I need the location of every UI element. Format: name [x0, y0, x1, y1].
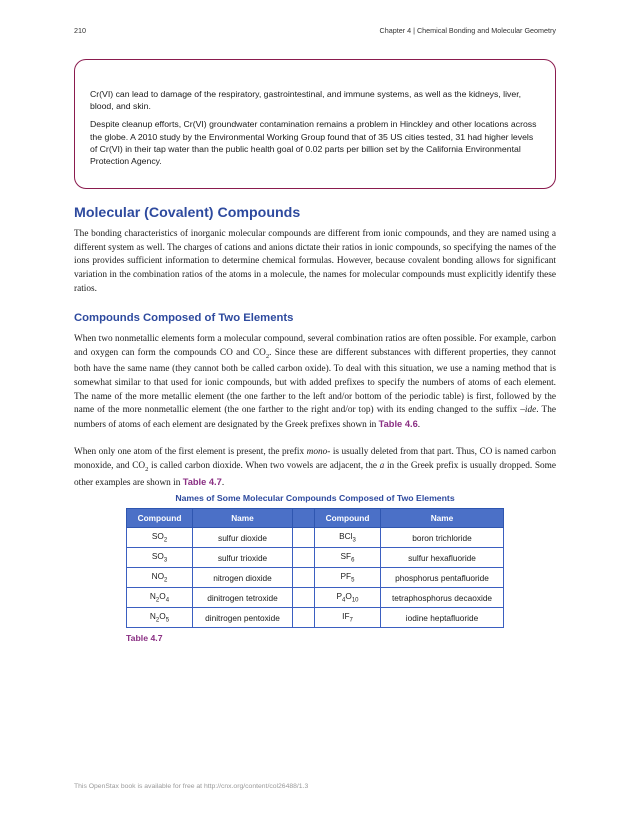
table-row — [127, 568, 504, 588]
text-run: is usually deleted from that part. Thus, CO is named carbon monoxide, and CO — [74, 447, 556, 471]
compound-cell — [127, 608, 193, 628]
formula-symbol: N — [149, 591, 156, 602]
name-cell: sulfur dioxide — [193, 528, 293, 548]
compounds-table — [126, 508, 504, 628]
formula-symbol: P — [336, 591, 343, 602]
header-compound-2: Compound — [315, 509, 381, 528]
formula-symbol: PF — [340, 571, 352, 582]
subscript: 2 — [265, 352, 270, 360]
formula-symbol: NO — [151, 571, 165, 582]
name-cell: boron trichloride — [381, 528, 504, 548]
formula-subscript: 6 — [351, 557, 355, 564]
formula-symbol: SO — [151, 531, 164, 542]
header-name-1: Name — [193, 509, 293, 528]
text-run: When only one atom of the first element is present, the prefix — [74, 447, 307, 457]
text-run: . Since these are different substances with different properties, they cannot both have the same name (they cannot both be called carbon oxide). To deal with this situation, we use a naming method that is somewhat similar to that used for ionic compounds, but with added prefixes to specify the numbers of atoms of each element. The name of the more metallic element (the one farther to the left and/or bottom of the periodic table) is first, followed by the name of the more nonmetallic element (the one farther to the right and/or top) with its ending changed to the suffix – — [74, 347, 557, 416]
formula-subscript: 5 — [351, 577, 355, 584]
page-number: 210 — [74, 26, 86, 35]
name-cell: tetraphosphorus decaoxide — [381, 588, 504, 608]
page-header — [74, 26, 556, 38]
name-cell: phosphorus pentafluoride — [381, 568, 504, 588]
compound-cell — [315, 548, 381, 568]
name-cell: sulfur hexafluoride — [381, 548, 504, 568]
formula-subscript: 4 — [342, 597, 346, 604]
formula-subscript: 2 — [164, 577, 168, 584]
subsection-heading: Compounds Composed of Two Elements — [74, 312, 294, 324]
formula-subscript: 2 — [155, 597, 160, 604]
subsection-paragraph-1 — [74, 333, 556, 433]
formula-subscript: 4 — [165, 597, 170, 604]
formula-subscript: 3 — [352, 537, 356, 544]
formula-subscript: 2 — [155, 617, 160, 624]
formula-subscript: 10 — [351, 597, 359, 604]
name-cell: dinitrogen pentoxide — [193, 608, 293, 628]
section-heading: Molecular (Covalent) Compounds — [74, 205, 301, 221]
name-cell: iodine heptafluoride — [381, 608, 504, 628]
formula-subscript: 3 — [163, 557, 168, 564]
callout-box — [74, 59, 556, 189]
section-paragraph-1: The bonding characteristics of inorganic molecular compounds are different from ionic compounds, and they are named using a different system as well. The charges of cations and anions dictate their ratios in ionic compounds, so specifying the names of the ions provides sufficient information to determine chemical formulas. However, because covalent bonding allows for significant variation in the combination ratios of the atoms in a molecule, the names for molecular compounds must explicitly identify these ratios. — [74, 229, 556, 294]
table-4-7-link[interactable]: Table 4.7 — [182, 477, 222, 488]
header-gap — [293, 509, 315, 528]
table-row — [127, 608, 504, 628]
italic-letter: a — [379, 460, 385, 471]
text-run: . — [417, 420, 421, 431]
formula-subscript: 7 — [349, 617, 353, 624]
name-cell: sulfur trioxide — [193, 548, 293, 568]
subscript: 2 — [145, 465, 149, 473]
formula-subscript: 5 — [165, 617, 170, 624]
formula-symbol: SF — [340, 551, 352, 562]
table-header-row — [127, 509, 504, 528]
formula-symbol: IF — [342, 611, 350, 622]
formula-symbol: O — [159, 591, 166, 602]
subsection-paragraph-2 — [74, 446, 556, 491]
formula-symbol: O — [159, 611, 166, 622]
formula-symbol: N — [149, 611, 156, 622]
compound-cell — [315, 528, 381, 548]
text-run: . — [221, 478, 225, 489]
table-row — [127, 528, 504, 548]
compound-cell — [127, 588, 193, 608]
table-row — [127, 548, 504, 568]
table-row — [127, 588, 504, 608]
table-body — [127, 528, 504, 628]
compound-cell — [127, 528, 193, 548]
text-run: in the Greek prefix is usually dropped. Some other examples are shown in — [74, 460, 556, 489]
name-cell: dinitrogen tetroxide — [193, 588, 293, 608]
compound-cell — [315, 588, 381, 608]
table-title: Names of Some Molecular Compounds Composed of Two Elements — [175, 493, 455, 503]
formula-symbol: SO — [151, 551, 164, 562]
page-footer: This OpenStax book is available for free at http://cnx.org/content/col26488/1.3 — [74, 783, 309, 790]
compound-cell — [127, 568, 193, 588]
gap-cell — [293, 568, 315, 588]
header-name-2: Name — [381, 509, 504, 528]
compound-cell — [315, 568, 381, 588]
formula-symbol: O — [345, 591, 352, 602]
compound-cell — [127, 548, 193, 568]
name-cell: nitrogen dioxide — [193, 568, 293, 588]
chapter-title: Chapter 4 | Chemical Bonding and Molecular Geometry — [379, 26, 556, 35]
text-run: is called carbon dioxide. When two vowels are adjacent, the — [148, 460, 380, 471]
gap-cell — [293, 528, 315, 548]
italic-prefix: mono- — [306, 447, 331, 457]
formula-subscript: 2 — [163, 537, 168, 544]
italic-suffix: ide — [524, 405, 537, 416]
compound-cell — [315, 608, 381, 628]
gap-cell — [293, 588, 315, 608]
formula-symbol: BCl — [339, 531, 353, 542]
callout-paragraph-1: Cr(VI) can lead to damage of the respiratory, gastrointestinal, and immune systems, as well as the kidneys, liver, blood, and skin. — [90, 89, 522, 112]
table-caption: Table 4.7 — [126, 633, 163, 643]
gap-cell — [293, 548, 315, 568]
text-run: When two nonmetallic elements form a molecular compound, several combination ratios are often possible. For example, carbon and oxygen can form the compounds CO and CO — [74, 334, 556, 358]
header-compound-1: Compound — [127, 509, 193, 528]
gap-cell — [293, 608, 315, 628]
text-run: . The numbers of atoms of each element are designated by the Greek prefixes shown in — [74, 405, 556, 431]
table-4-6-link[interactable]: Table 4.6 — [378, 419, 418, 430]
callout-paragraph-2: Despite cleanup efforts, Cr(VI) groundwater contamination remains a problem in Hinckley and other locations across the globe. A 2010 study by the Environmental Working Group found that of 35 US cities tested, 31 had higher levels of Cr(VI) in their tap water than the public health goal of 0.02 parts per billion set by the California Environmental Protection Agency. — [90, 119, 537, 167]
